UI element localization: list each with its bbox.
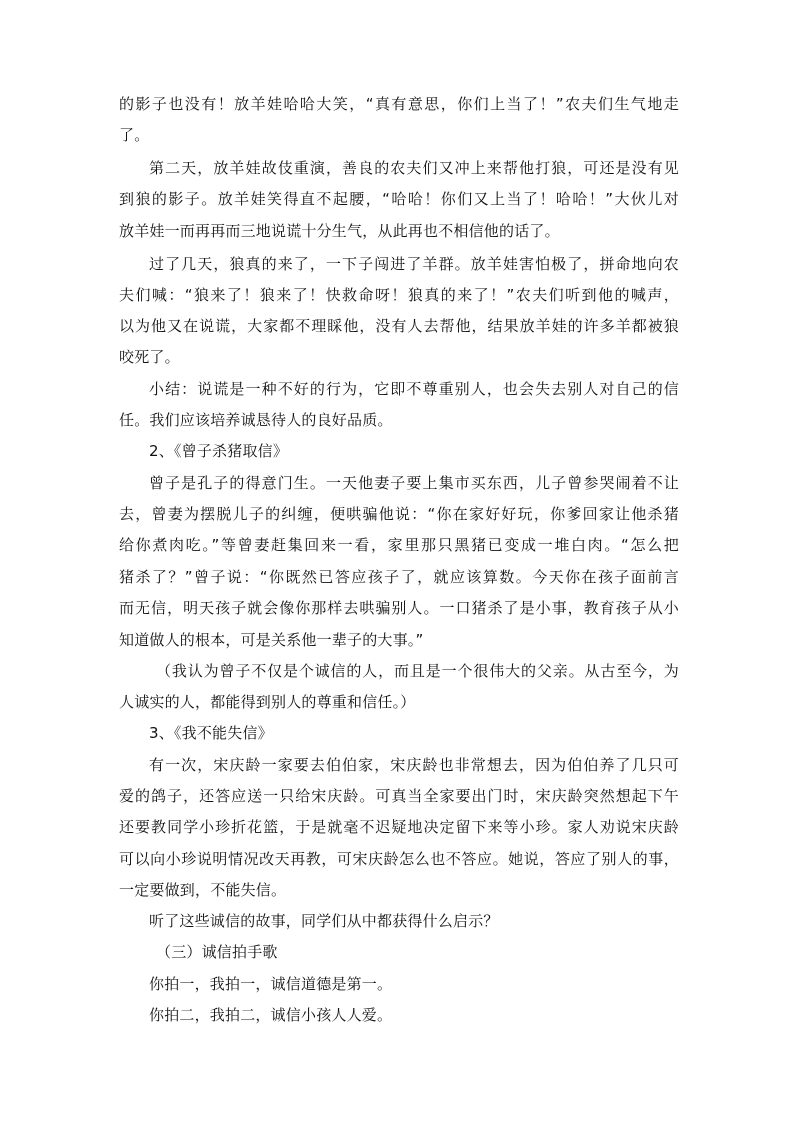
text-line-9: 咬死了。	[119, 348, 180, 366]
section-heading-3: 3、《我不能失信》	[149, 724, 273, 742]
text-line-20: 人诚实的人，都能得到别人的尊重和信任。）	[119, 693, 416, 711]
text-line-26: 一定要做到，不能失信。	[119, 881, 287, 899]
text-line-23: 爱的鸽子，还答应送一只给宋庆龄。可真当全家要出门时，宋庆龄突然想起下午	[119, 787, 679, 805]
text-line-30: 你拍二，我拍二，诚信小孩人人爱。	[149, 1006, 393, 1024]
text-line-22: 有一次，宋庆龄一家要去伯伯家，宋庆龄也非常想去，因为伯伯养了几只可	[149, 756, 679, 774]
text-line-6: 过了几天，狼真的来了，一下子闯进了羊群。放羊娃害怕极了，拼命地向农	[149, 255, 679, 273]
text-line-27: 听了这些诚信的故事，同学们从中都获得什么启示？	[149, 912, 499, 930]
text-line-2: 了。	[119, 126, 150, 144]
text-line-16: 猪杀了？”曾子说：“你既然已答应孩子了，就应该算数。今天你在孩子面前言	[119, 568, 679, 586]
text-line-4: 到狼的影子。放羊娃笑得直不起腰，“哈哈！你们又上当了！哈哈！”大伙儿对	[119, 190, 679, 208]
text-line-18: 知道做人的根本，可是关系他一辈子的大事。”	[119, 631, 424, 649]
text-line-29: 你拍一，我拍一，诚信道德是第一。	[149, 975, 393, 993]
text-line-24: 还要教同学小珍折花篮，于是就毫不迟疑地决定留下来等小珍。家人劝说宋庆龄	[119, 818, 679, 836]
text-line-14: 去，曾妻为摆脱儿子的纠缠，便哄骗他说：“你在家好好玩，你爹回家让他杀猪	[119, 505, 679, 523]
text-line-19: （我认为曾子不仅是个诚信的人，而且是一个很伟大的父亲。从古至今，为	[156, 662, 679, 680]
text-line-8: 以为他又在说谎，大家都不理睬他，没有人去帮他，结果放羊娃的许多羊都被狼	[119, 317, 679, 335]
text-line-15: 给你煮肉吃。”等曾妻赶集回来一看，家里那只黑猪已变成一堆白肉。“怎么把	[119, 536, 679, 554]
section-heading-2: 2、《曾子杀猪取信》	[149, 442, 289, 460]
text-line-7: 夫们喊：“狼来了！狼来了！快救命呀！狼真的来了！”农夫们听到他的喊声，	[119, 286, 679, 304]
text-line-11: 任。我们应该培养诚恳待人的良好品质。	[119, 411, 393, 429]
text-line-25: 可以向小珍说明情况改天再教，可宋庆龄怎么也不答应。她说，答应了别人的事，	[119, 850, 679, 868]
text-line-1: 的影子也没有！放羊娃哈哈大笑，“真有意思，你们上当了！”农夫们生气地走	[119, 95, 679, 113]
text-line-3: 第二天，放羊娃故伎重演，善良的农夫们又冲上来帮他打狼，可还是没有见	[149, 159, 679, 177]
text-line-13: 曾子是孔子的得意门生。一天他妻子要上集市买东西，儿子曾参哭闹着不让	[149, 474, 679, 492]
section-heading-clap-song: （三）诚信拍手歌	[156, 943, 278, 961]
text-line-10: 小结：说谎是一种不好的行为，它即不尊重别人，也会失去别人对自己的信	[149, 380, 679, 398]
text-line-17: 而无信，明天孩子就会像你那样去哄骗别人。一口猪杀了是小事，教育孩子从小	[119, 599, 679, 617]
text-line-5: 放羊娃一而再再而三地说谎十分生气，从此再也不相信他的话了。	[119, 222, 560, 240]
